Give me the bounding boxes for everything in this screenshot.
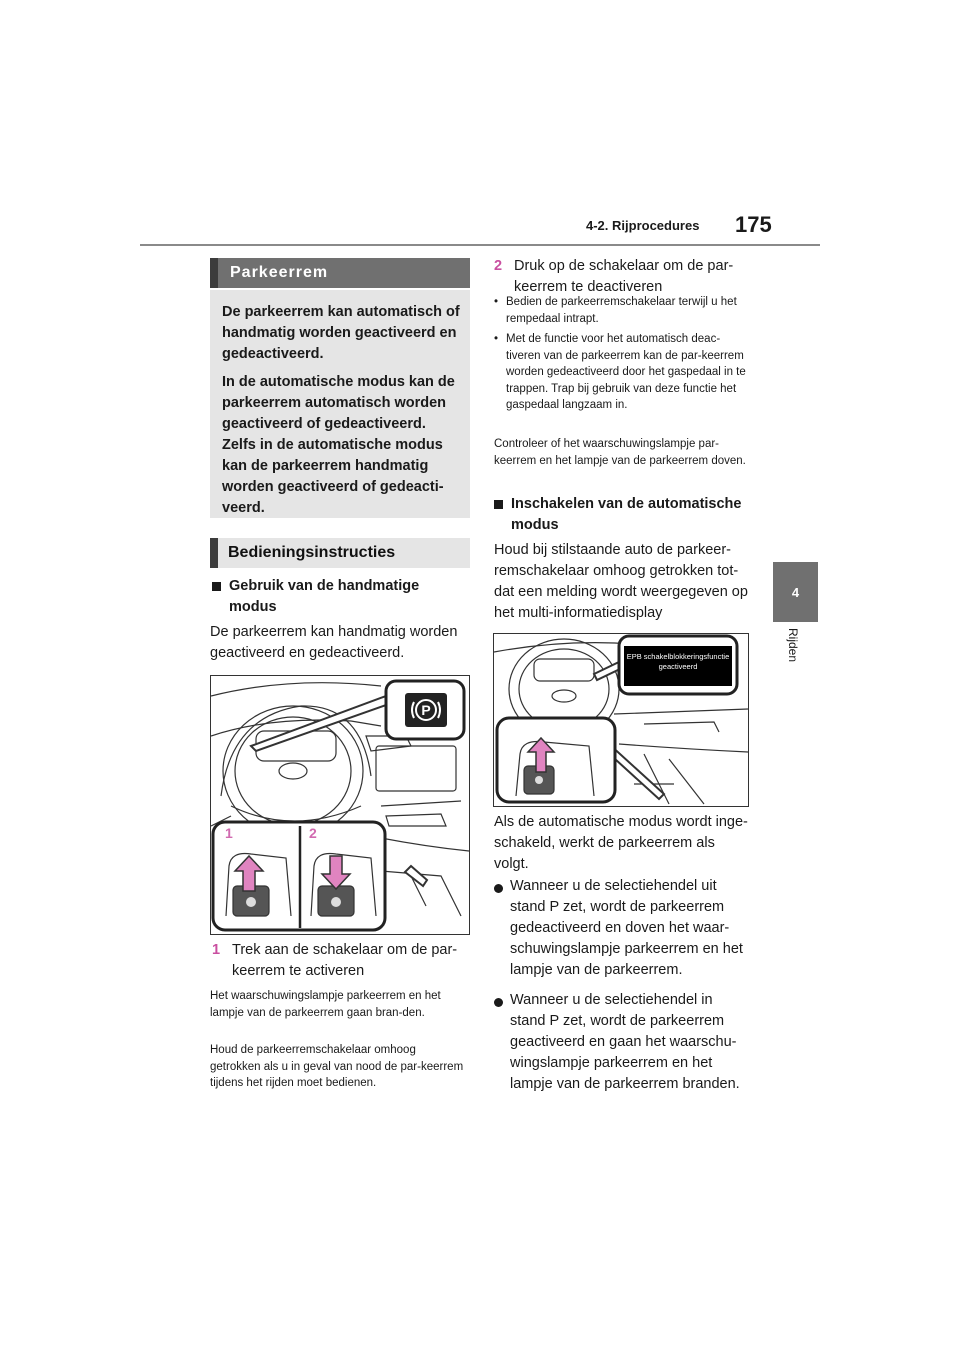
- svg-text:P: P: [421, 702, 431, 718]
- section-heading-instructions: Bedieningsinstructies: [210, 538, 470, 568]
- summary-paragraph-1: De parkeerrem kan automatisch of handmatig worden geactiveerd en gedeactiveerd.: [222, 304, 460, 362]
- auto-mode-heading: Inschakelen van de automatische modus: [494, 494, 748, 536]
- parking-brake-p-icon: [405, 693, 447, 727]
- auto-mode-body: Houd bij stilstaande auto de parkeer-remschakelaar omhoog getrokken tot-dat een melding wordt weergegeven op het multi-informatiedisplay: [494, 542, 748, 621]
- dashboard-illustration: [211, 676, 469, 934]
- after-text: Als de automatische modus wordt inge-schakeld, werkt de parkeerrem als volgt.: [494, 814, 748, 872]
- step-2-text: Druk op de schakelaar om de par-keerrem te deactiveren: [514, 258, 734, 295]
- note-1: Het waarschuwingslampje parkeerrem en het lampje van de parkeerrem gaan bran-den.: [210, 990, 441, 1019]
- manual-mode-body: De parkeerrem kan handmatig worden geactiveerd en gedeactiveerd.: [210, 624, 458, 661]
- step-2-bullets: [494, 294, 748, 414]
- figure-manual-switch: [210, 675, 470, 935]
- figure-auto-mode: [493, 633, 749, 807]
- small-bullet-item: • Bedien de parkeerremschakelaar terwijl u het rempedaal intrapt.: [494, 296, 737, 325]
- note-2: Houd de parkeerremschakelaar omhoog getrokken als u in geval van nood de par-keerrem tijdens het rijden moet bedienen.: [210, 1044, 464, 1089]
- section-title-header: 4-2. Rijprocedures: [586, 218, 700, 233]
- manual-mode-heading: Gebruik van de handmatige modus: [212, 576, 462, 618]
- summary-box: [210, 290, 470, 518]
- display-message-text: EPB schakelblokkeringsfunctie geactiveerd: [626, 652, 730, 671]
- step-1-number: 1: [212, 942, 221, 958]
- header-divider: [140, 244, 820, 246]
- chapter-tab: 4: [773, 562, 818, 622]
- auto-mode-illustration: [494, 634, 748, 806]
- step-2-number: 2: [494, 258, 503, 274]
- small-bullet-item: • Met de functie voor het automatisch deac-tiveren van de parkeerrem kan de par-keerrem worden gedeactiveerd door het gaspedaal in te trappen. Trap bij gebruik van deze functie het gaspedaal langzaam in.: [494, 333, 746, 411]
- chapter-label: Rijden: [786, 628, 800, 663]
- page-number: 175: [735, 212, 772, 237]
- bullet-item: Wanneer u de selectiehendel in stand P zet, wordt de parkeerrem geactiveerd en gaan het waarschu-wingslampje parkeerrem en het lampje van de parkeerrem branden.: [494, 990, 748, 1095]
- bullet-dot: [494, 884, 503, 893]
- figure-label-2: 2: [309, 825, 317, 841]
- summary-paragraph-2: In de automatische modus kan de parkeerrem automatisch worden geactiveerd of gedeactiveerd. Zelfs in de automatische modus kan de parkeerrem handmatig worden geactiveerd of gedeacti-veerd.: [222, 374, 455, 516]
- figure-label-1: 1: [225, 825, 233, 841]
- auto-mode-bullets: [494, 876, 748, 1095]
- bullet-dot: [494, 998, 503, 1007]
- bullet-item: Wanneer u de selectiehendel uit stand P zet, wordt de parkeerrem gedeactiveerd en doven het waar-schuwingslampje parkeerrem en het lampje van de parkeerrem.: [494, 876, 748, 981]
- step-1-text: Trek aan de schakelaar om de par-keerrem te activeren: [232, 942, 458, 979]
- check-note: Controleer of het waarschuwingslampje par-keerrem en het lampje van de parkeerrem doven.: [494, 438, 746, 467]
- section-heading-parkeerrem: Parkeerrem: [210, 258, 470, 288]
